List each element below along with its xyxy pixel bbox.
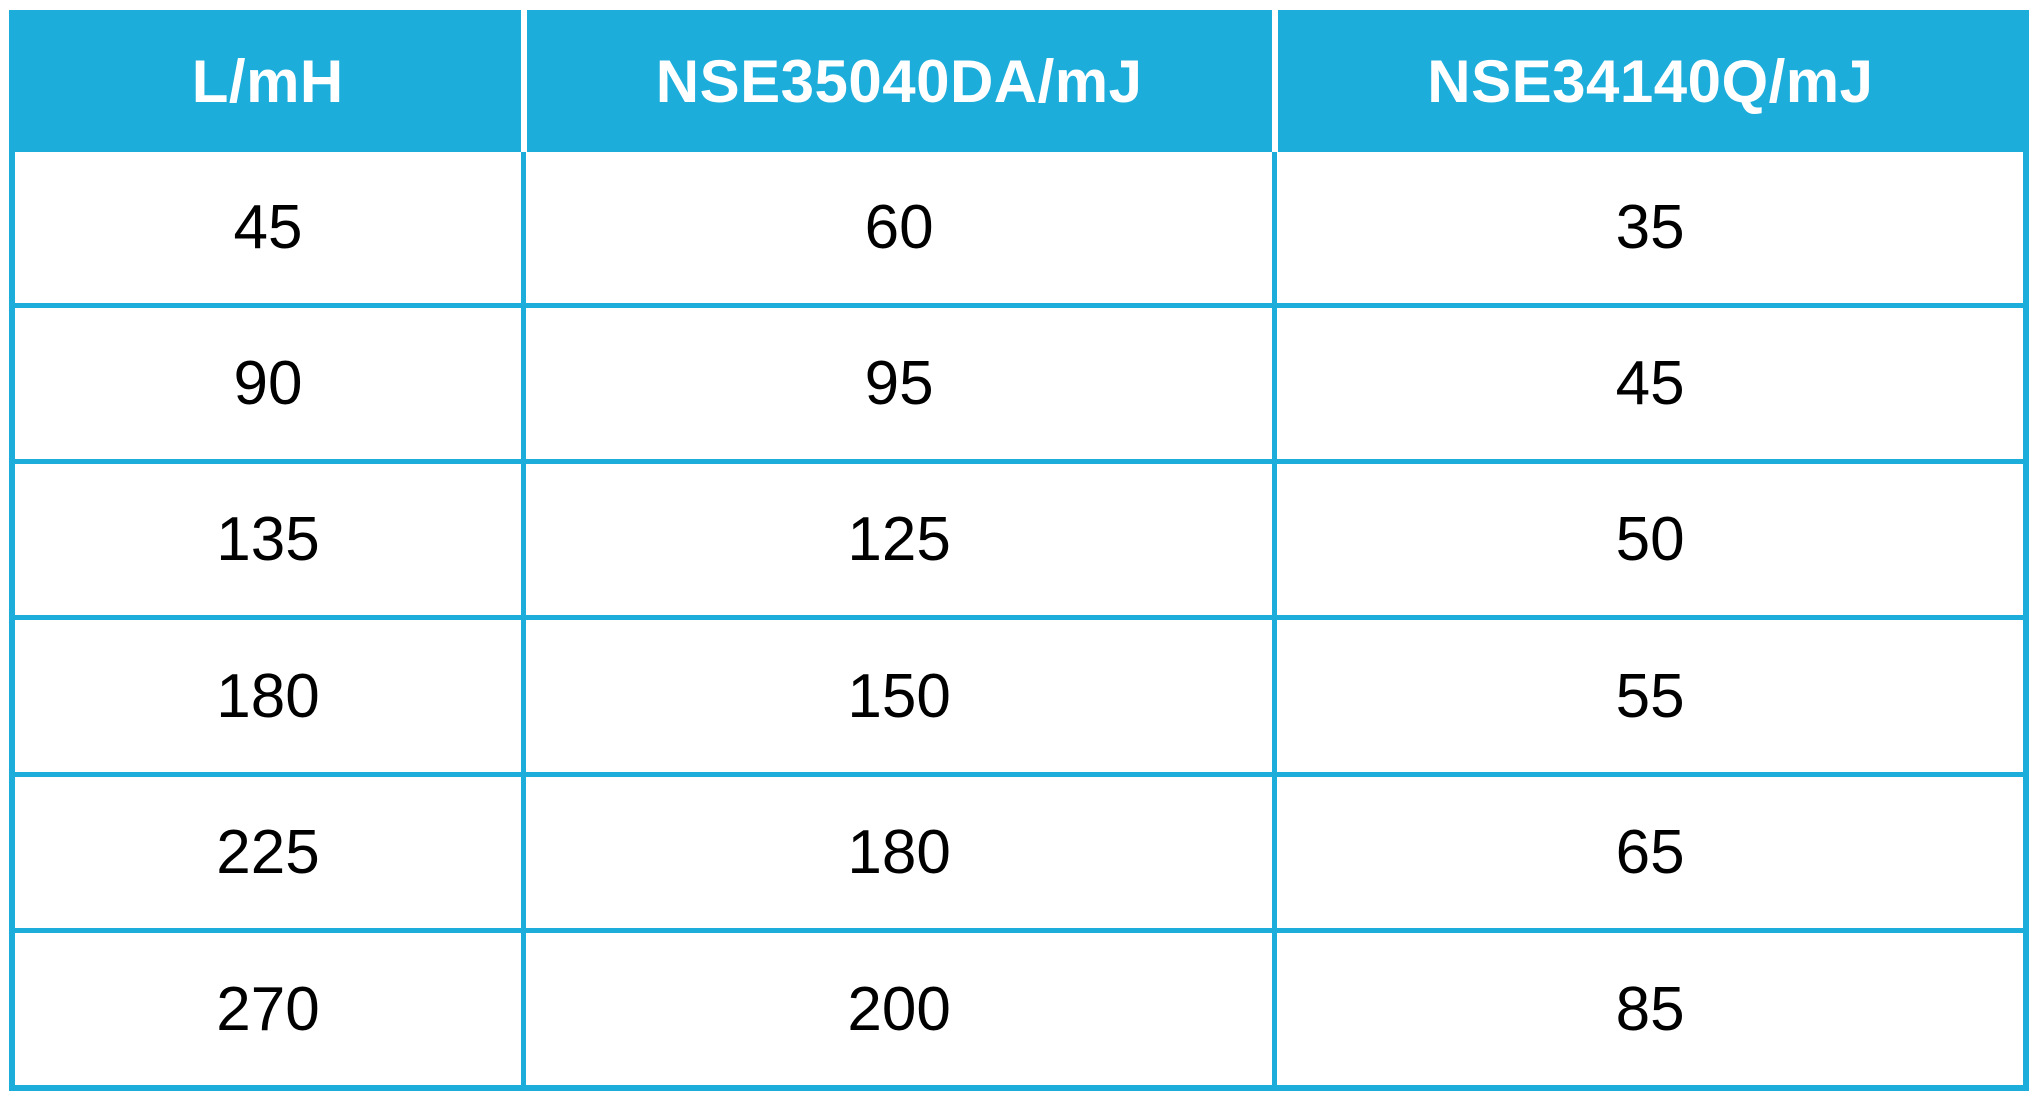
table-cell: 180 [12, 618, 524, 774]
table-row [12, 774, 2026, 930]
table-cell: 95 [524, 305, 1275, 461]
table-row [12, 305, 2026, 461]
table-cell: 90 [12, 305, 524, 461]
table-cell: 50 [1275, 462, 2026, 618]
table-cell: 45 [12, 149, 524, 305]
table-cell: 55 [1275, 618, 2026, 774]
table-cell: 150 [524, 618, 1275, 774]
table-cell: 270 [12, 931, 524, 1088]
header-row [12, 13, 2026, 149]
column-header-nse34140q: NSE34140Q/mJ [1275, 13, 2026, 149]
table-row [12, 149, 2026, 305]
table-cell: 135 [12, 462, 524, 618]
table-row [12, 931, 2026, 1088]
column-header-nse35040da: NSE35040DA/mJ [524, 13, 1275, 149]
column-header-inductance: L/mH [12, 13, 524, 149]
table-cell: 45 [1275, 305, 2026, 461]
table-header [12, 13, 2026, 149]
table-row [12, 462, 2026, 618]
energy-data-table [9, 10, 2029, 1091]
table-cell: 200 [524, 931, 1275, 1088]
table-body [12, 149, 2026, 1088]
table-cell: 60 [524, 149, 1275, 305]
table-cell: 65 [1275, 774, 2026, 930]
table-cell: 225 [12, 774, 524, 930]
table-cell: 125 [524, 462, 1275, 618]
table-cell: 180 [524, 774, 1275, 930]
table-cell: 35 [1275, 149, 2026, 305]
table-cell: 85 [1275, 931, 2026, 1088]
table-row [12, 618, 2026, 774]
